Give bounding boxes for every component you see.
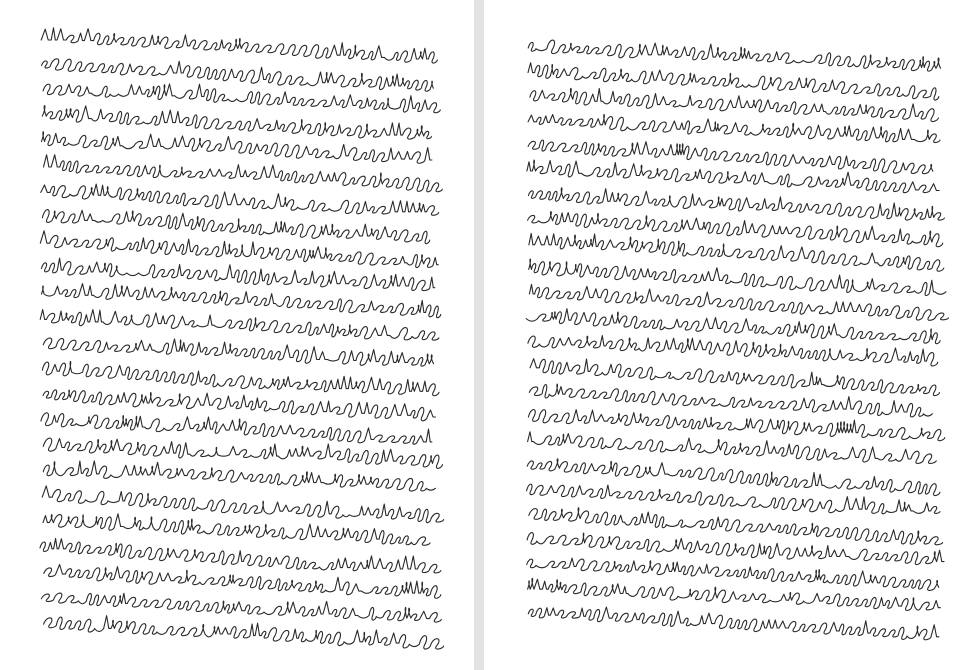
scribble-line	[42, 59, 434, 91]
left-page-scribble-text	[0, 0, 474, 670]
scribble-line	[40, 231, 438, 268]
scribble-line	[529, 508, 943, 545]
scribble-line	[528, 40, 940, 71]
page-gutter	[474, 0, 484, 670]
right-page-scribble-text	[484, 0, 960, 670]
scribble-line	[42, 486, 443, 523]
scribble-line	[528, 432, 937, 464]
scribble-line	[42, 361, 439, 395]
scribble-line	[528, 410, 944, 441]
scribble-line	[41, 184, 439, 215]
scribble-line	[527, 160, 939, 193]
scribble-line	[43, 84, 440, 113]
scribble-line	[530, 88, 939, 121]
scribble-line	[41, 28, 437, 63]
scribble-line	[41, 413, 432, 444]
scribble-line	[528, 336, 938, 366]
scribble-line	[41, 593, 441, 622]
scribble-line	[44, 565, 441, 599]
scribble-line	[528, 188, 944, 220]
scribble-line	[530, 359, 939, 396]
scribble-line	[41, 258, 434, 290]
scribble-line	[528, 212, 943, 247]
scribble-line	[44, 616, 444, 649]
scribble-line	[527, 558, 939, 590]
scribble-line	[42, 210, 429, 244]
scribble-line	[42, 284, 441, 318]
scribble-line	[528, 114, 940, 142]
scribble-line	[528, 63, 939, 100]
scribble-line	[527, 484, 940, 514]
scribble-line	[44, 155, 443, 192]
scribble-line	[43, 338, 433, 366]
scribble-line	[528, 140, 933, 174]
scribble-line	[43, 514, 430, 545]
scribble-line	[40, 538, 441, 573]
scribble-line	[43, 438, 442, 468]
scribble-line	[43, 390, 436, 421]
right-page	[484, 0, 960, 670]
scribble-line	[43, 461, 435, 491]
scribble-line	[529, 233, 944, 271]
left-page	[0, 0, 474, 670]
scribble-line	[528, 607, 939, 640]
scribble-line	[40, 310, 439, 341]
scribble-line	[42, 106, 431, 140]
